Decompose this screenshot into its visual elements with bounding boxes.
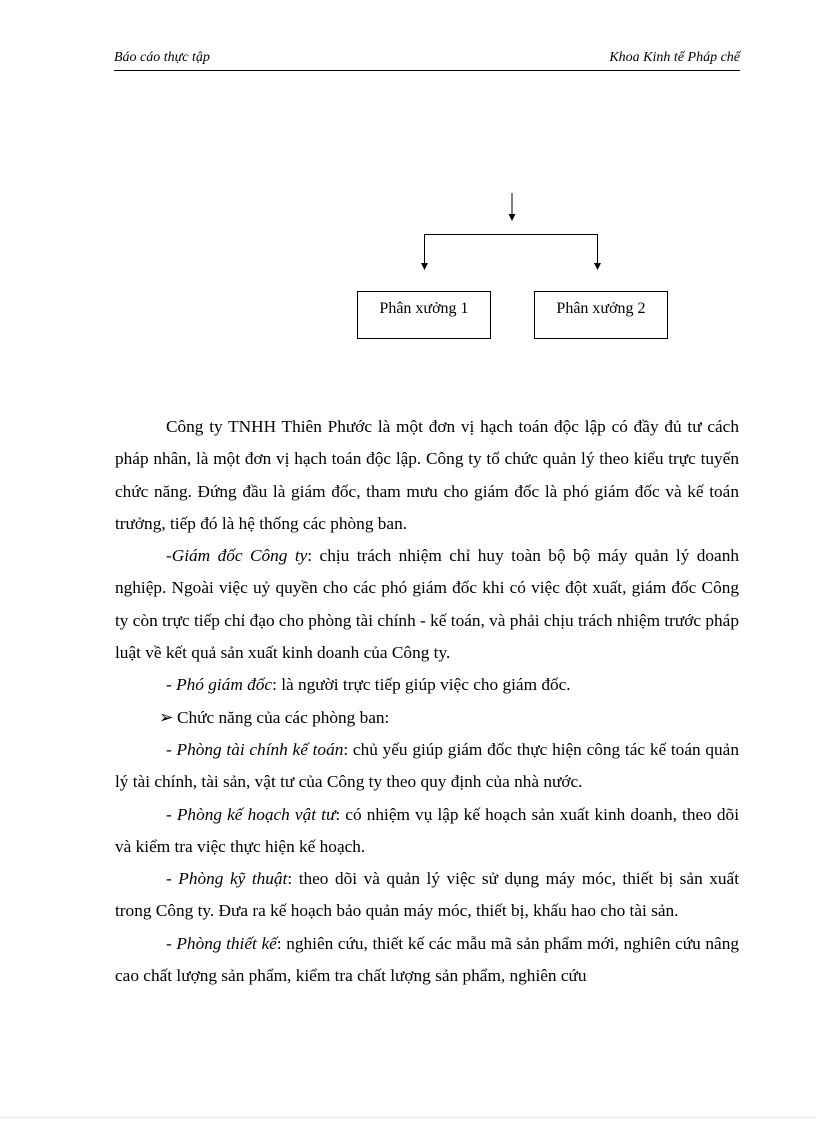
org-box-workshop-2 <box>534 291 668 339</box>
paragraph-company-intro-text: Công ty TNHH Thiên Phước là một đơn vị hạch toán độc lập có đầy đủ tư cách pháp nhân, là một đơn vị hạch toán độc lập. Công ty tổ chức quản lý theo kiểu trực tuyến chức năng. Đứng đầu là giám đốc, tham mưu cho giám đốc là phó giám đốc và kế toán trưởng, tiếp đó là hệ thống các phòng ban. <box>115 417 739 533</box>
technical-label: Phòng kỹ thuật <box>178 869 288 889</box>
branch-left-arrow-head <box>421 263 428 270</box>
paragraph-finance-department <box>115 734 739 799</box>
paragraph-departments-heading <box>115 702 739 734</box>
deputy-director-label: Phó giám đốc <box>176 675 273 695</box>
paragraph-company-intro <box>115 411 739 540</box>
director-text: : chịu trách nhiệm chỉ huy toàn bộ bộ máy quản lý doanh nghiệp. Ngoài việc uỷ quyền cho các phó giám đốc khi có việc đột xuất, giám đốc Công ty còn trực tiếp chỉ đạo cho phòng tài chính - kế toán, và phải chịu trách nhiệm trước pháp luật về kết quả sản xuất kinh doanh của Công ty. <box>115 546 739 663</box>
deputy-director-text: : là người trực tiếp giúp việc cho giám đốc. <box>272 675 571 695</box>
paragraph-deputy-director <box>115 669 739 701</box>
org-box-workshop-2-label: Phân xưởng 2 <box>556 300 646 317</box>
finance-prefix: - <box>166 739 177 759</box>
technical-text: : theo dõi và quản lý việc sử dụng máy móc, thiết bị sản xuất trong Công ty. Đưa ra kế hoạch bảo quản máy móc, thiết bị, khấu hao cho tài sản. <box>115 869 740 921</box>
header-left-title: Báo cáo thực tập <box>114 50 210 65</box>
departments-heading-text: Chức năng của các phòng ban: <box>177 707 390 727</box>
design-prefix: - <box>166 933 177 953</box>
paragraph-design-department <box>115 928 739 993</box>
planning-text: : có nhiệm vụ lập kế hoạch sản xuất kinh doanh, theo dõi và kiểm tra việc thực hiện kế hoạch. <box>115 804 739 856</box>
director-label: -Giám đốc Công ty <box>166 546 308 566</box>
finance-text: : chủ yếu giúp giám đốc thực hiện công tác kế toán quản lý tài chính, tài sản, vật tư của Công ty theo quy định của nhà nước. <box>115 739 739 792</box>
paragraph-planning-department <box>115 799 739 864</box>
finance-label: Phòng tài chính kế toán <box>176 739 344 759</box>
org-box-workshop-1 <box>357 291 491 339</box>
planning-label: Phòng kế hoạch vật tư <box>176 804 336 824</box>
design-text: : nghiên cứu, thiết kế các mẫu mã sản phẩm mới, nghiên cứu nâng cao chất lượng sản phẩm, kiểm tra chất lượng sản phẩm, nghiên cứu <box>115 933 739 986</box>
body-text <box>115 411 739 992</box>
branch-right-arrow-head <box>594 263 601 270</box>
technical-prefix: - <box>166 869 179 889</box>
arrow-bullet-icon: ➢ <box>159 707 174 727</box>
header-right-title: Khoa Kinh tế Pháp chế <box>609 50 740 65</box>
design-label: Phòng thiết kế <box>176 933 277 953</box>
page-header <box>114 50 740 71</box>
page-bottom-divider <box>0 1117 816 1118</box>
deputy-director-prefix: - <box>166 675 177 695</box>
top-arrow-head <box>509 214 516 221</box>
org-box-workshop-1-label: Phân xưởng 1 <box>379 300 469 317</box>
paragraph-technical-department <box>115 863 739 928</box>
planning-prefix: - <box>166 804 177 824</box>
paragraph-director <box>115 540 739 669</box>
